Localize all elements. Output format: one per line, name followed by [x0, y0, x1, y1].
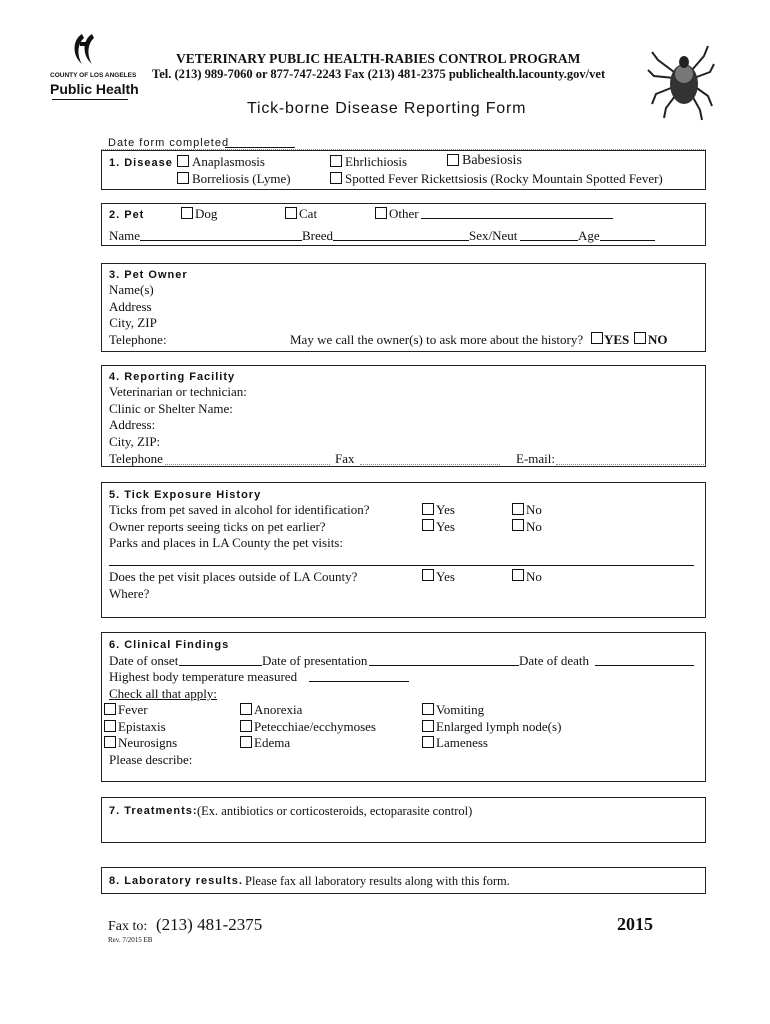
presentation-field[interactable] — [369, 665, 519, 666]
checkbox-borreliosis[interactable] — [177, 172, 189, 184]
county-logo — [50, 32, 139, 104]
call-owner-question: May we call the owner(s) to ask more about the history? — [290, 332, 584, 347]
check-all-label: Check all that apply: — [109, 686, 217, 701]
form-title: Tick-borne Disease Reporting Form — [247, 100, 527, 117]
ticks-earlier-question: Owner reports seeing ticks on pet earlier? — [109, 519, 326, 534]
option-babesiosis: Babesiosis — [462, 153, 522, 168]
vet-label: Veterinarian or technician: — [109, 384, 247, 399]
option-borreliosis: Borreliosis (Lyme) — [192, 171, 291, 186]
symptom-lameness: Lameness — [436, 735, 488, 750]
checkbox-cat[interactable] — [285, 207, 297, 219]
tick-saved-no-label: No — [526, 502, 542, 517]
checkbox-lameness[interactable] — [422, 736, 434, 748]
owner-cityzip-label: City, ZIP — [106, 315, 157, 330]
checkbox-vomiting[interactable] — [422, 703, 434, 715]
presentation-label: Date of presentation — [262, 653, 368, 668]
owner-address-label: Address — [109, 299, 152, 314]
disease-label: 1. Disease — [109, 157, 173, 169]
symptom-petecchiae: Petecchiae/ecchymoses — [254, 719, 376, 734]
parks-field[interactable] — [109, 565, 694, 566]
death-label: Date of death — [519, 653, 590, 668]
county-seal-icon — [68, 32, 108, 68]
tick-saved-question: Ticks from pet saved in alcohol for identification? — [109, 502, 370, 517]
checkbox-tick-saved-yes[interactable] — [422, 503, 434, 515]
checkbox-edema[interactable] — [240, 736, 252, 748]
option-anaplasmosis: Anaplasmosis — [192, 154, 265, 169]
checkbox-ehrlichiosis[interactable] — [330, 155, 342, 167]
facility-cityzip-label: City, ZIP: — [109, 434, 161, 449]
reporting-facility-label: 4. Reporting Facility — [109, 371, 236, 383]
outside-la-no-label: No — [526, 569, 542, 584]
ticks-earlier-yes-label: Yes — [436, 519, 455, 534]
sexneut-label: Sex/Neut — [469, 228, 518, 243]
lab-results-label: 8. Laboratory results. — [109, 875, 243, 887]
facility-address-label: Address: — [109, 417, 156, 432]
other-field[interactable] — [421, 218, 613, 219]
checkbox-anaplasmosis[interactable] — [177, 155, 189, 167]
revision-label: Rev. 7/2015 EB — [108, 936, 153, 944]
option-spotted-fever: Spotted Fever Rickettsiosis (Rocky Mountain Spotted Fever) — [345, 171, 663, 186]
checkbox-anorexia[interactable] — [240, 703, 252, 715]
checkbox-call-yes[interactable] — [591, 332, 603, 344]
clinical-findings-label: 6. Clinical Findings — [109, 639, 230, 651]
symptom-anorexia: Anorexia — [254, 702, 303, 717]
checkbox-ticks-earlier-no[interactable] — [512, 519, 524, 531]
lab-results-desc: Please fax all laboratory results along with this form. — [245, 874, 510, 888]
checkbox-neurosigns[interactable] — [104, 736, 116, 748]
checkbox-petecchiae[interactable] — [240, 720, 252, 732]
checkbox-dog[interactable] — [181, 207, 193, 219]
checkbox-outside-la-yes[interactable] — [422, 569, 434, 581]
checkbox-epistaxis[interactable] — [104, 720, 116, 732]
checkbox-lymph-node[interactable] — [422, 720, 434, 732]
checkbox-fever[interactable] — [104, 703, 116, 715]
symptom-edema: Edema — [254, 735, 291, 750]
county-name: COUNTY OF LOS ANGELES — [50, 72, 137, 79]
checkbox-spotted-fever[interactable] — [330, 172, 342, 184]
option-other: Other — [389, 206, 419, 221]
symptom-epistaxis: Epistaxis — [118, 719, 166, 734]
where-label: Where? — [109, 586, 150, 601]
temperature-label: Highest body temperature measured — [109, 669, 298, 684]
tick-exposure-label: 5. Tick Exposure History — [109, 489, 262, 501]
checkbox-babesiosis[interactable] — [447, 154, 459, 166]
symptom-vomiting: Vomiting — [436, 702, 485, 717]
clinic-label: Clinic or Shelter Name: — [109, 401, 233, 416]
dept-name: Public Health — [50, 81, 139, 97]
breed-label: Breed — [302, 228, 334, 243]
pet-label: 2. Pet — [109, 209, 145, 221]
pet-owner-label: 3. Pet Owner — [109, 269, 188, 281]
date-completed-field[interactable] — [225, 147, 295, 148]
date-completed-label: Date form completed — [108, 137, 230, 149]
onset-label: Date of onset — [109, 653, 179, 668]
option-dog: Dog — [195, 206, 218, 221]
checkbox-call-no[interactable] — [634, 332, 646, 344]
symptom-fever: Fever — [118, 702, 148, 717]
form-year: 2015 — [617, 914, 653, 934]
age-label: Age — [578, 228, 600, 243]
option-cat: Cat — [299, 206, 318, 221]
outside-la-question: Does the pet visit places outside of LA County? — [109, 569, 358, 584]
death-field[interactable] — [595, 665, 694, 666]
symptom-neurosigns: Neurosigns — [118, 735, 178, 750]
sexneut-field[interactable] — [520, 240, 578, 241]
call-yes-label: YES — [604, 332, 630, 347]
fax-to-label: Fax to: — [108, 919, 148, 934]
owner-names-label: Name(s) — [109, 282, 154, 297]
pet-name-label: Name — [109, 228, 141, 243]
pet-name-field[interactable] — [140, 240, 302, 241]
tick-illustration — [646, 42, 716, 122]
breed-field[interactable] — [333, 240, 469, 241]
checkbox-other[interactable] — [375, 207, 387, 219]
treatments-desc: (Ex. antibiotics or corticosteroids, ectoparasite control) — [197, 804, 473, 818]
checkbox-tick-saved-no[interactable] — [512, 503, 524, 515]
call-no-label: NO — [648, 332, 668, 347]
owner-telephone-label: Telephone: — [109, 332, 167, 347]
symptom-lymph-node: Enlarged lymph node(s) — [436, 719, 562, 734]
describe-label: Please describe: — [109, 752, 193, 767]
treatments-label: 7. Treatments: — [109, 805, 198, 817]
onset-field[interactable] — [179, 665, 262, 666]
checkbox-ticks-earlier-yes[interactable] — [422, 519, 434, 531]
facility-email-label: E-mail: — [516, 451, 555, 466]
option-ehrlichiosis: Ehrlichiosis — [345, 154, 408, 169]
facility-fax-label: Fax — [335, 451, 355, 466]
checkbox-outside-la-no[interactable] — [512, 569, 524, 581]
age-field[interactable] — [600, 240, 655, 241]
parks-question: Parks and places in LA County the pet visits: — [109, 535, 343, 550]
contact-line: Tel. (213) 989-7060 or 877-747-2243 Fax (213) 481-2375 publichealth.lacounty.gov/vet — [152, 67, 606, 81]
outside-la-yes-label: Yes — [436, 569, 455, 584]
program-title: VETERINARY PUBLIC HEALTH-RABIES CONTROL PROGRAM — [176, 51, 581, 66]
temperature-field[interactable] — [309, 681, 409, 682]
tick-saved-yes-label: Yes — [436, 502, 455, 517]
facility-telephone-label: Telephone — [109, 451, 163, 466]
ticks-earlier-no-label: No — [526, 519, 542, 534]
fax-to-number: (213) 481-2375 — [156, 915, 263, 934]
